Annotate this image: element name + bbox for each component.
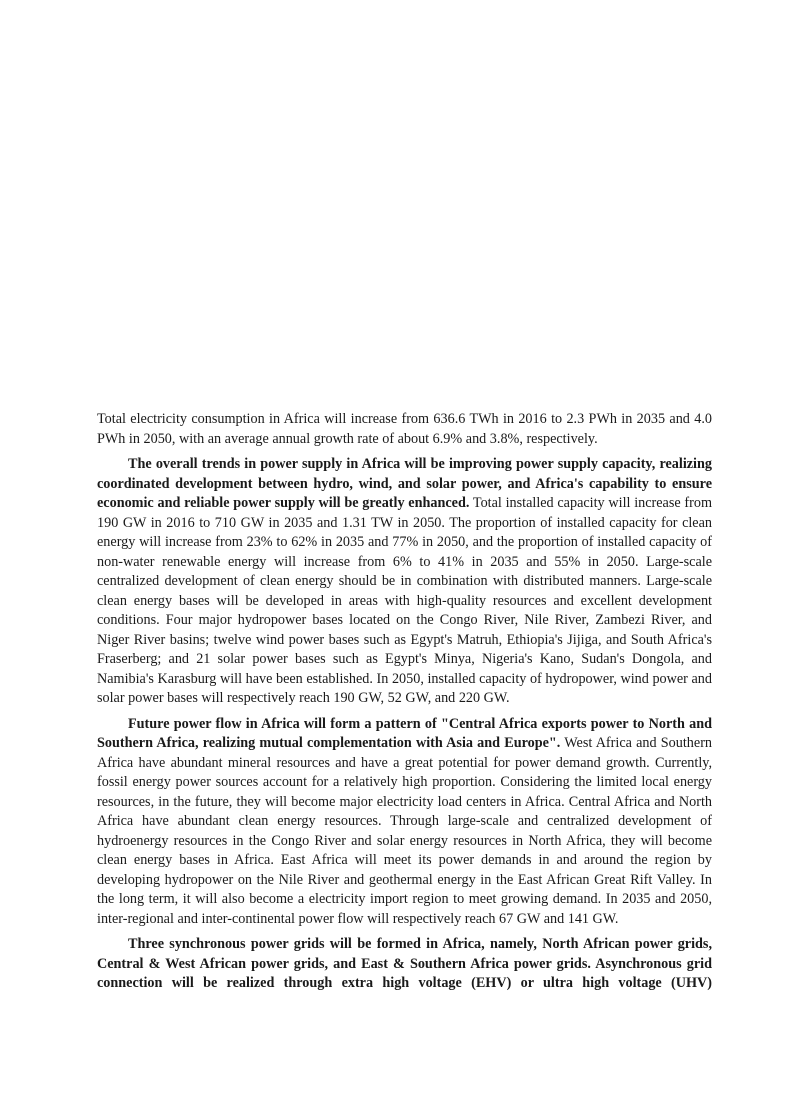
paragraph-lead: The overall trends in power supply in Africa will be improving power supply capacity, realizing coordinated development between hydro, wind, and solar power, and Africa's capability to ensure economic and reliable power supply will be greatly enhanced. — [97, 456, 712, 511]
paragraph-text: Total electricity consumption in Africa will increase from 636.6 TWh in 2016 to 2.3 PWh in 2035 and 4.0 PWh in 2050, with an average annual growth rate of about 6.9% and 3.8%, respectively. — [97, 411, 712, 447]
paragraph-text: West Africa and Southern Africa have abundant mineral resources and have a great potential for power demand growth. Currently, fossil energy power sources account for a relatively high proportion. Considering the limited local energy resources, in the future, they will become major electricity load centers in Africa. Central Africa and North Africa have abundant clean energy resources. Through large-scale and centralized development of hydroenergy resources in the Congo River and solar energy resources in North Africa, they will become clean energy bases in Africa. East Africa will meet its power demands in and around the region by developing hydropower on the Nile River and geothermal energy in the East African Great Rift Valley. In the long term, it will also become a electricity import region to meet growing demand. In 2035 and 2050, inter-regional and inter-continental power flow will respectively reach 67 GW and 141 GW. — [97, 735, 713, 927]
paragraph-lead: Future power flow in Africa will form a pattern of "Central Africa exports power to North and Southern Africa, realizing mutual complementation with Asia and Europe". — [97, 715, 712, 751]
paragraph-synchronous-grids — [97, 935, 712, 994]
paragraph-electricity-consumption — [97, 410, 712, 449]
paragraph-lead: Three synchronous power grids will be formed in Africa, namely, North African power grids, Central & West African power grids, and East & Southern Africa power grids. Asynchronous grid connection will be realized through extra high voltage (EHV) or ultra high voltage (UHV) — [97, 936, 712, 991]
document-body — [97, 410, 712, 1000]
paragraph-power-flow — [97, 715, 712, 930]
paragraph-text: Total installed capacity will increase from 190 GW in 2016 to 710 GW in 2035 and 1.31 TW in 2050. The proportion of installed capacity for clean energy will increase from 23% to 62% in 2035 and 77% in 2050, and the proportion of installed capacity of non-water renewable energy will increase from 6% to 41% in 2035 and 55% in 2050. Large-scale centralized development of clean energy should be in combination with distributed manners. Large-scale clean energy bases will be developed in areas with high-quality resources and excellent development conditions. Four major hydropower bases located on the Congo River, Nile River, Zambezi River, and Niger River basins; twelve wind power bases such as Egypt's Matruh, Ethiopia's Jijiga, and South Africa's Fraserberg; and 21 solar power bases such as Egypt's Minya, Nigeria's Kano, Sudan's Dongola, and Namibia's Karasburg will have been established. In 2050, installed capacity of hydropower, wind power and solar power bases will respectively reach 190 GW, 52 GW, and 220 GW. — [97, 495, 712, 706]
paragraph-power-supply — [97, 455, 712, 709]
